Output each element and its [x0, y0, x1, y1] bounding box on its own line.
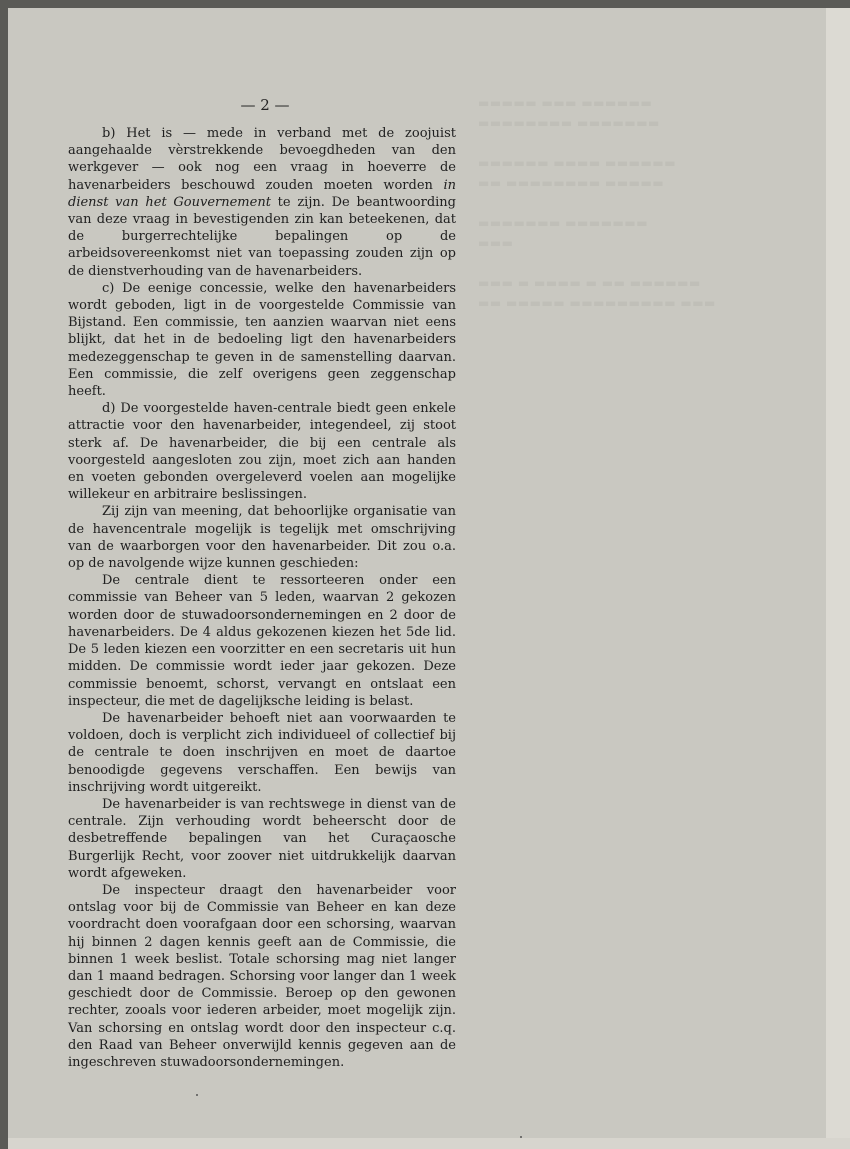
show-through-text: ▬▬▬▬▬ ▬▬▬ ▬▬▬▬▬▬ ▬▬▬▬▬▬▬▬ ▬▬▬▬▬▬▬ ▬▬▬▬▬▬ ▬▬▬▬ ▬▬▬▬▬▬ ▬▬ ▬▬▬▬▬▬▬▬ ▬▬▬▬▬ ▬▬▬▬▬▬▬ ▬▬▬▬▬▬▬ ▬▬▬ ▬▬▬ ▬ ▬▬▬▬ ▬ ▬▬ ▬▬▬▬▬▬ ▬▬ ▬▬▬▬▬ ▬▬▬▬▬▬▬▬▬ ▬▬▬: [478, 96, 716, 310]
scan-edge-bottom: [8, 1138, 850, 1149]
paragraph-meening: Zij zijn van meening, dat behoorlijke organisatie van de havencentrale mogelijk is tegelijk met omschrijving van de waarborgen voor den havenarbeider. Dit zou o.a. op de navolgende wijze kunnen geschieden:: [68, 504, 456, 572]
paragraph-b-text-end: te zijn. De beantwoording van deze vraag in bevestigenden zin kan beteekenen, dat de burgerrechtelijke bepalingen op de arbeidsovereenkomst niet van toepassing zouden zijn op de dienstverhouding van de havenarbeiders.: [68, 194, 456, 279]
paragraph-c: c) De eenige concessie, welke den havenarbeiders wordt geboden, ligt in de voorgestelde Commissie van Bijstand. Een commissie, ten aanzien waarvan niet eens blijkt, dat het in de bedoeling ligt den havenarbeiders medezeggenschap te geven in de samenstelling daarvan. Een commissie, die zelf overigens geen zeggenschap heeft.: [68, 280, 456, 400]
paragraph-rechtswege: De havenarbeider is van rechtswege in dienst van de centrale. Zijn verhouding wordt beheerscht door de desbetreffende bepalingen van het Curaçaosche Burgerlijk Recht, voor zoover niet uitdrukkelijk daarvan wordt afgeweken.: [68, 796, 456, 881]
paragraph-b-text: b) Het is — mede in verband met de zoojuist aangehaalde vèrstrekkende bevoegdheden van den werkgever — ook nog een vraag in hoeverre de havenarbeiders beschouwd zouden moeten worden: [68, 126, 456, 193]
paragraph-voorwaarden: De havenarbeider behoeft niet aan voorwaarden te voldoen, doch is verplicht zich individueel of collectief bij de centrale te doen inschrijven en moet de daartoe benoodigde gegevens verschaffen. Een bewijs van inschrijving wordt uitgereikt.: [68, 710, 456, 795]
paragraph-b-italic: in dienst van het Gouvernement: [68, 177, 456, 210]
paragraph-b: [68, 125, 456, 280]
document-body: [68, 125, 456, 1071]
scan-edge-right: [826, 8, 850, 1149]
paragraph-centrale: De centrale dient te ressorteeren onder een commissie van Beheer van 5 leden, waarvan 2 gekozen worden door de stuwadoorsondernemingen en 2 door de havenarbeiders. De 4 aldus gekozenen kiezen het 5de lid. De 5 leden kiezen een voorzitter en een secretaris uit hun midden. De commissie wordt ieder jaar gekozen. Deze commissie benoemt, schorst, vervangt en ontslaat een inspecteur, die met de dagelijksche leiding is belast.: [68, 573, 456, 709]
paragraph-d: d) De voorgestelde haven-centrale biedt geen enkele attractie voor den havenarbeider, integendeel, zij stoot sterk af. De havenarbeider, die bij een centrale als voorgesteld aangesloten zou zijn, moet zich aan handen en voeten gebonden overgeleverd voelen aan mogelijke willekeur en arbitraire beslissingen.: [68, 401, 456, 503]
paragraph-inspecteur: De inspecteur draagt den havenarbeider voor ontslag voor bij de Commissie van Beheer en kan deze voordracht doen voorafgaan door een schorsing, waarvan hij binnen 2 dagen kennis geeft aan de Commissie, die binnen 1 week beslist. Totale schorsing mag niet langer dan 1 maand bedragen. Schorsing voor langer dan 1 week geschiedt door de Commissie. Beroep op den gewonen rechter, zooals voor iederen arbeider, moet mogelijk zijn. Van schorsing en ontslag wordt door den inspecteur c.q. den Raad van Beheer onverwijld kennis gegeven aan de ingeschreven stuwadoorsondernemingen.: [68, 882, 456, 1070]
paper-speck: [520, 1136, 522, 1138]
page-number: — 2 —: [240, 96, 290, 114]
paper-speck: [196, 1094, 198, 1096]
